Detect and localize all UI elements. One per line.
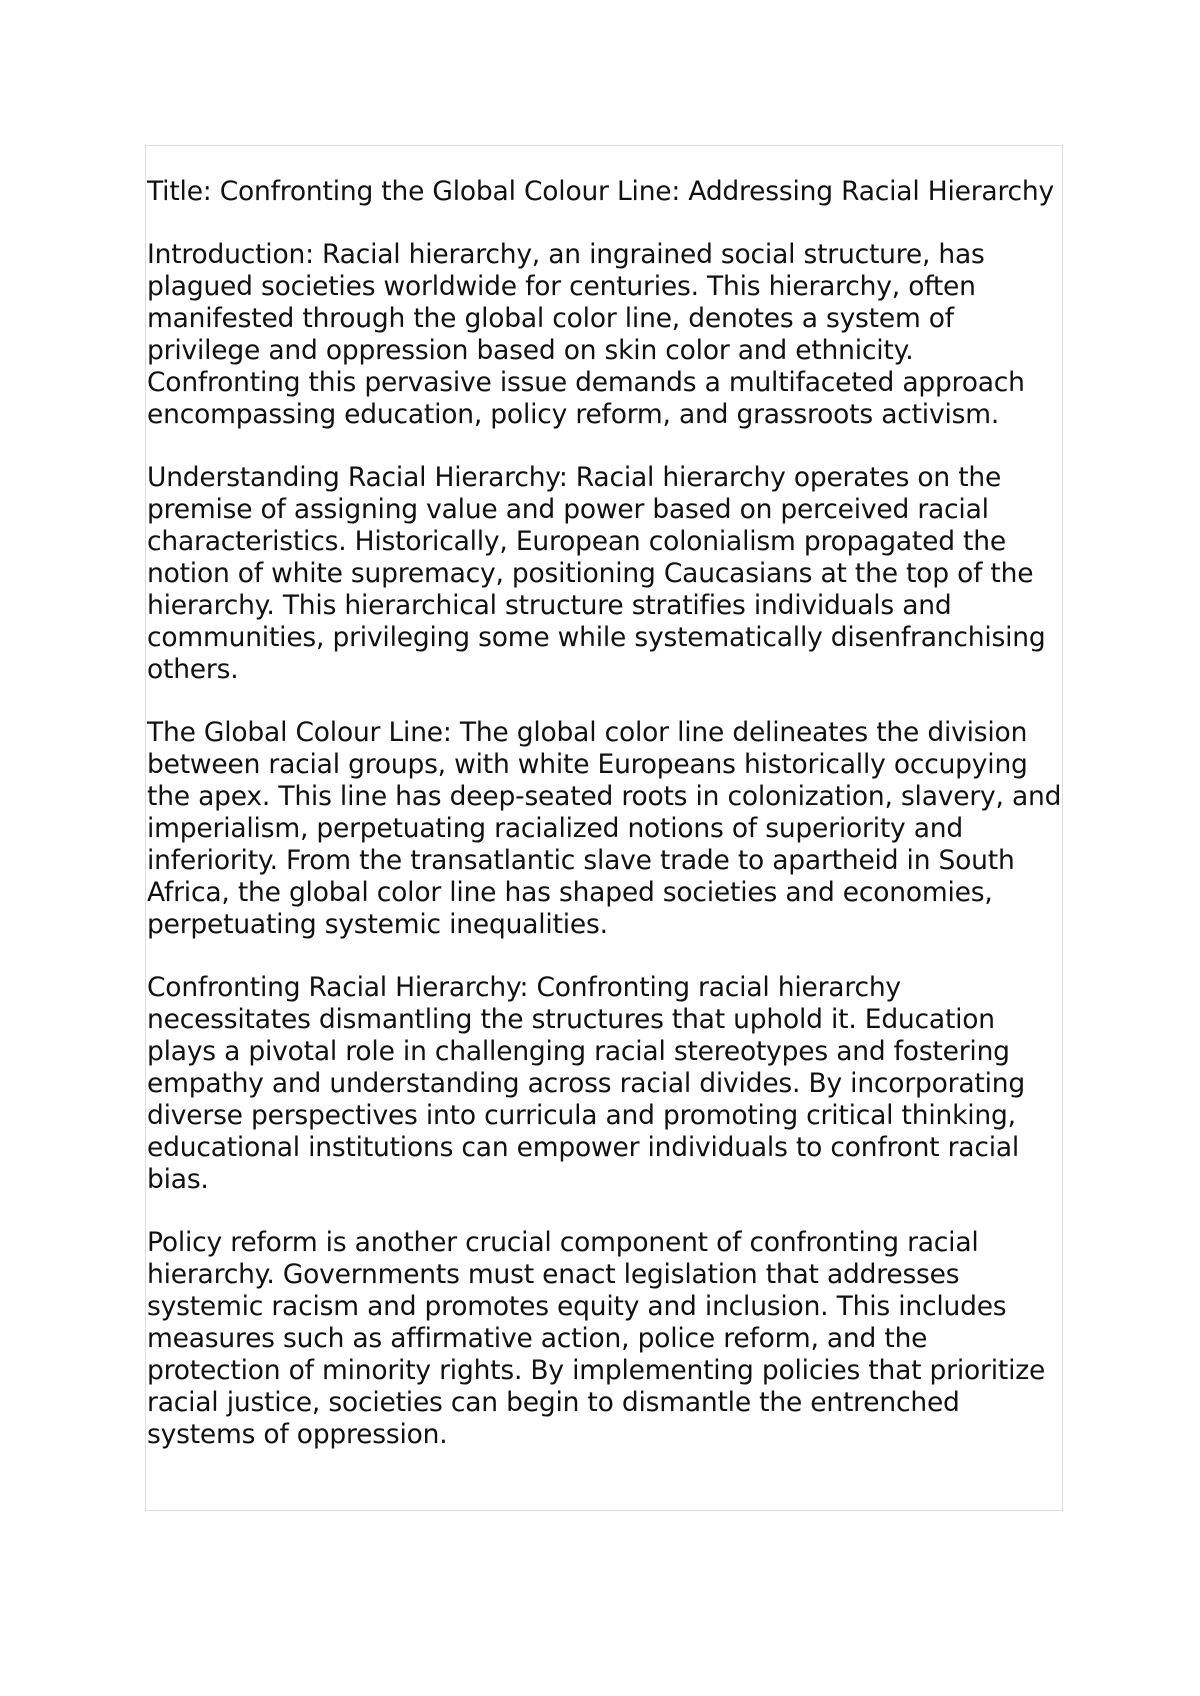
document-body: [147, 176, 1063, 1451]
paragraph-understanding-racial-hierarchy: Understanding Racial Hierarchy: Racial hierarchy operates on the premise of assigning value and power based on perceived racial characteristics. Historically, European colonialism propagated the notion of white supremacy, positioning Caucasians at the top of the hierarchy. This hierarchical structure stratifies individuals and communities, privileging some while systematically disenfranchising others.: [147, 462, 1046, 685]
document-title: Title: Confronting the Global Colour Line: Addressing Racial Hierarchy: [147, 176, 1055, 207]
paragraph-confronting-racial-hierarchy: Confronting Racial Hierarchy: Confronting racial hierarchy necessitates dismantling the structures that uphold it. Education plays a pivotal role in challenging racial stereotypes and fostering empathy and understanding across racial divides. By incorporating diverse perspectives into curricula and promoting critical thinking, educational institutions can empower individuals to confront racial bias.: [147, 972, 1025, 1195]
paragraph-policy-reform: Policy reform is another crucial component of confronting racial hierarchy. Governments must enact legislation that addresses systemic racism and promotes equity and inclusion. This includes measures such as affirmative action, police reform, and the protection of minority rights. By implementing policies that prioritize racial justice, societies can begin to dismantle the entrenched systems of oppression.: [147, 1227, 1046, 1450]
paragraph-global-colour-line: The Global Colour Line: The global color line delineates the division between racial groups, with white Europeans historically occupying the apex. This line has deep-seated roots in colonization, slavery, and imperialism, perpetuating racialized notions of superiority and inferiority. From the transatlantic slave trade to apartheid in South Africa, the global color line has shaped societies and economies, perpetuating systemic inequalities.: [147, 717, 1062, 940]
paragraph-introduction: Introduction: Racial hierarchy, an ingrained social structure, has plagued societies worldwide for centuries. This hierarchy, often manifested through the global color line, denotes a system of privilege and oppression based on skin color and ethnicity. Confronting this pervasive issue demands a multifaceted approach encompassing education, policy reform, and grassroots activism.: [147, 239, 1025, 430]
